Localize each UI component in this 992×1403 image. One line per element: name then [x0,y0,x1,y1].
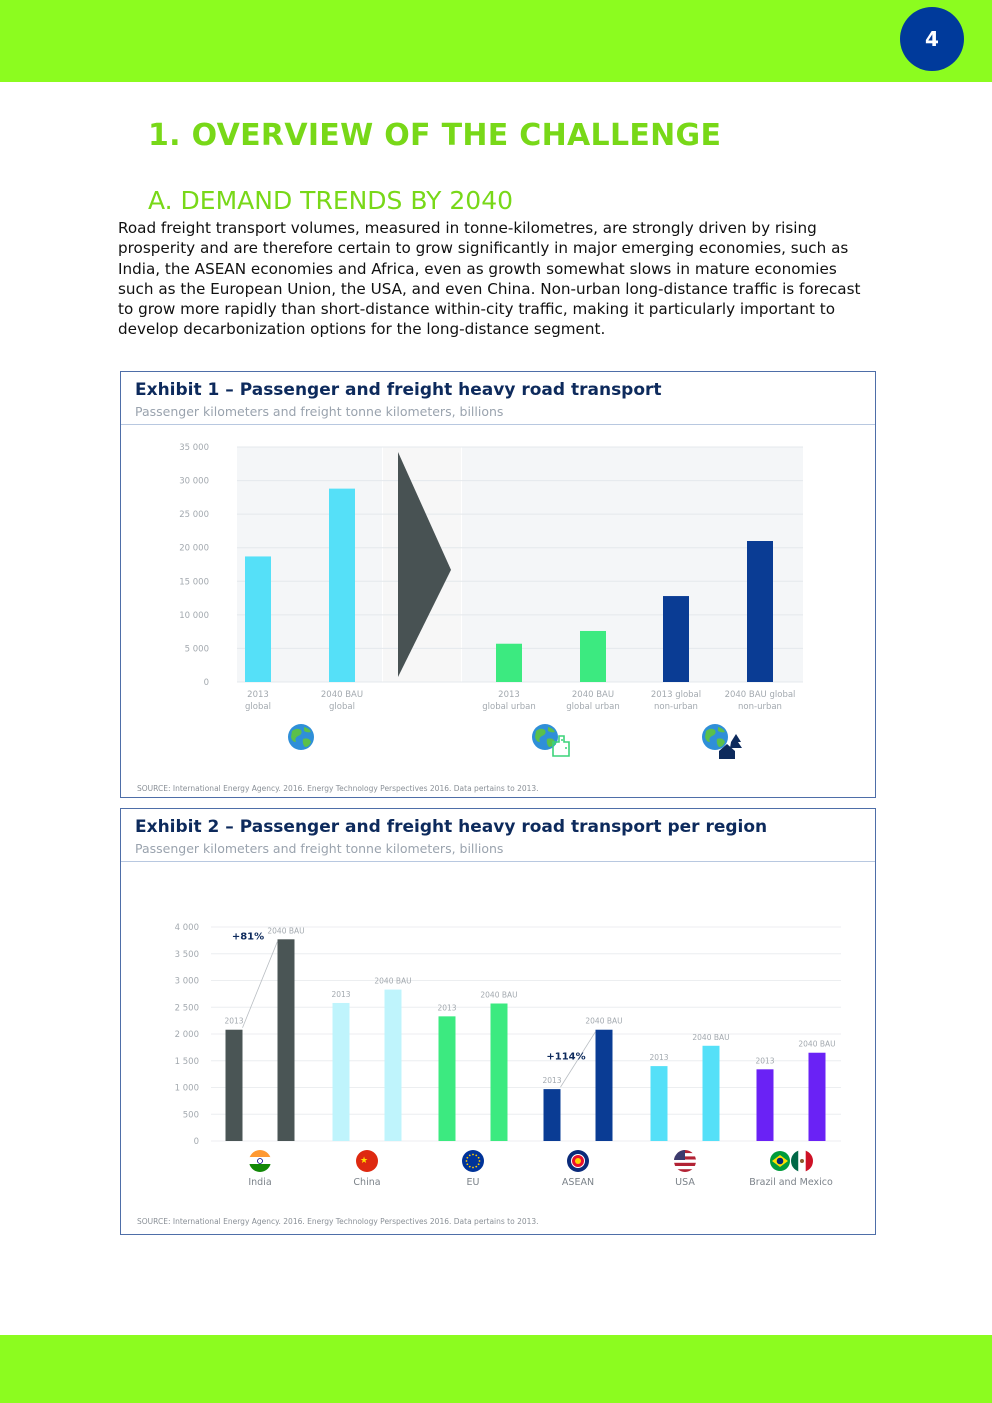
y-tick-label: 15 000 [179,577,209,588]
header-band [0,0,992,82]
footer-band [0,1335,992,1403]
bar-label: 2013 [224,1016,244,1026]
y-tick-label: 2 500 [174,1003,199,1014]
usa-flag-icon [674,1150,696,1172]
region-label: ASEAN [561,1177,595,1188]
y-tick-label: 30 000 [179,476,209,487]
bar [333,1003,350,1141]
bar [580,631,606,682]
y-tick-label: 35 000 [179,443,209,453]
exhibit-1-header [121,372,875,425]
bar [385,990,402,1141]
brazil-mexico-flags-icon [770,1150,813,1172]
x-tick-label: global [245,702,271,712]
y-tick-label: 10 000 [179,610,209,621]
region-label: USA [675,1177,695,1188]
x-tick-label: global urban [482,702,536,712]
exhibit-1-chart [121,426,874,796]
bar [663,596,689,682]
globe-city-icon [532,724,569,756]
bar [703,1046,720,1141]
section-title: 1. OVERVIEW OF THE CHALLENGE [148,118,722,153]
y-tick-label: 3 000 [174,976,199,987]
x-tick-label: 2013 [498,690,520,700]
section-subtitle: A. DEMAND TRENDS BY 2040 [148,186,514,215]
y-tick-label: 0 [193,1137,199,1147]
bar-label: 2040 BAU [585,1016,623,1026]
exhibit-1-source: SOURCE: International Energy Agency. 2016. Energy Technology Perspectives 2016. Data pertains to 2013. [137,784,539,793]
bar-label: 2040 BAU [798,1039,836,1049]
region-label: India [248,1177,272,1188]
bar-label: 2040 BAU [374,976,412,986]
bar [596,1030,613,1141]
y-tick-label: 5 000 [184,644,209,655]
exhibit-2-header [121,809,875,862]
x-tick-label: non-urban [738,702,782,712]
bar [278,939,295,1141]
x-tick-label: global [329,702,355,712]
bar-label: 2013 [437,1003,457,1013]
bar [747,541,773,682]
bar-label: 2040 BAU [267,926,305,936]
bar-label: 2013 [649,1053,669,1063]
x-tick-label: global urban [566,702,620,712]
y-tick-label: 25 000 [179,510,209,521]
bar-label: 2013 [755,1056,775,1066]
region-label: China [353,1177,381,1188]
bar [226,1030,243,1141]
exhibit-1-subtitle: Passenger kilometers and freight tonne kilometers, billions [135,404,504,419]
intro-paragraph: Road freight transport volumes, measured in tonne-kilometres, are strongly driven by rising prosperity and are therefore certain to grow significantly in major emerging economies, such as India, the ASEAN economies and Africa, even as growth somewhat slows in mature economies such as the European Union, the USA, and even China. Non-urban long-distance traffic is forecast to grow more rapidly than short-distance within-city traffic, making it particularly important to develop decarbonization options for the long-distance segment. [118,219,861,339]
x-tick-label: non-urban [654,702,698,712]
exhibit-2-subtitle: Passenger kilometers and freight tonne kilometers, billions [135,841,504,856]
india-flag-icon [249,1150,271,1172]
bar-label: 2013 [542,1076,562,1086]
bar [544,1089,561,1141]
globe-house-icon [702,724,742,759]
region-label: Brazil and Mexico [749,1177,833,1188]
x-tick-label: 2013 [247,690,269,700]
exhibit-1 [120,371,876,798]
y-tick-label: 20 000 [179,543,209,554]
x-tick-label: 2040 BAU [320,690,364,700]
bar [651,1066,668,1141]
x-tick-label: 2040 BAU [571,690,615,700]
bar-label: 2013 [331,989,351,999]
exhibit-2 [120,808,876,1235]
eu-flag-icon [462,1150,484,1172]
y-tick-label: 1 500 [174,1056,199,1067]
x-tick-label: 2013 global [650,690,702,700]
bar [496,644,522,682]
x-tick-label: 2040 BAU global [724,690,796,700]
bar [491,1004,508,1141]
growth-line [243,941,278,1027]
bar-label: 2040 BAU [692,1032,730,1042]
exhibit-2-chart [121,863,874,1233]
exhibit-2-source: SOURCE: International Energy Agency. 2016. Energy Technology Perspectives 2016. Data pertains to 2013. [137,1217,539,1226]
y-tick-label: 1 000 [174,1083,199,1094]
growth-label: +81% [231,931,265,943]
svg-text:★: ★ [359,1156,369,1166]
y-tick-label: 4 000 [174,923,199,933]
y-tick-label: 2 000 [174,1030,199,1040]
bar [809,1053,826,1141]
bar [245,556,271,682]
y-tick-label: 0 [203,678,209,688]
y-tick-label: 3 500 [174,949,199,960]
bar [329,489,355,682]
growth-label: +114% [546,1051,586,1063]
exhibit-1-title: Exhibit 1 – Passenger and freight heavy road transport [135,380,662,400]
exhibit-2-title: Exhibit 2 – Passenger and freight heavy road transport per region [135,817,768,837]
china-flag-icon [356,1150,378,1172]
y-tick-label: 500 [182,1110,199,1121]
asean-flag-icon [567,1150,589,1172]
bar [757,1069,774,1141]
bar [439,1016,456,1141]
page-number-badge: 4 [900,7,964,71]
bar-label: 2040 BAU [480,990,518,1000]
globe-icon [288,724,314,750]
region-label: EU [466,1177,480,1188]
